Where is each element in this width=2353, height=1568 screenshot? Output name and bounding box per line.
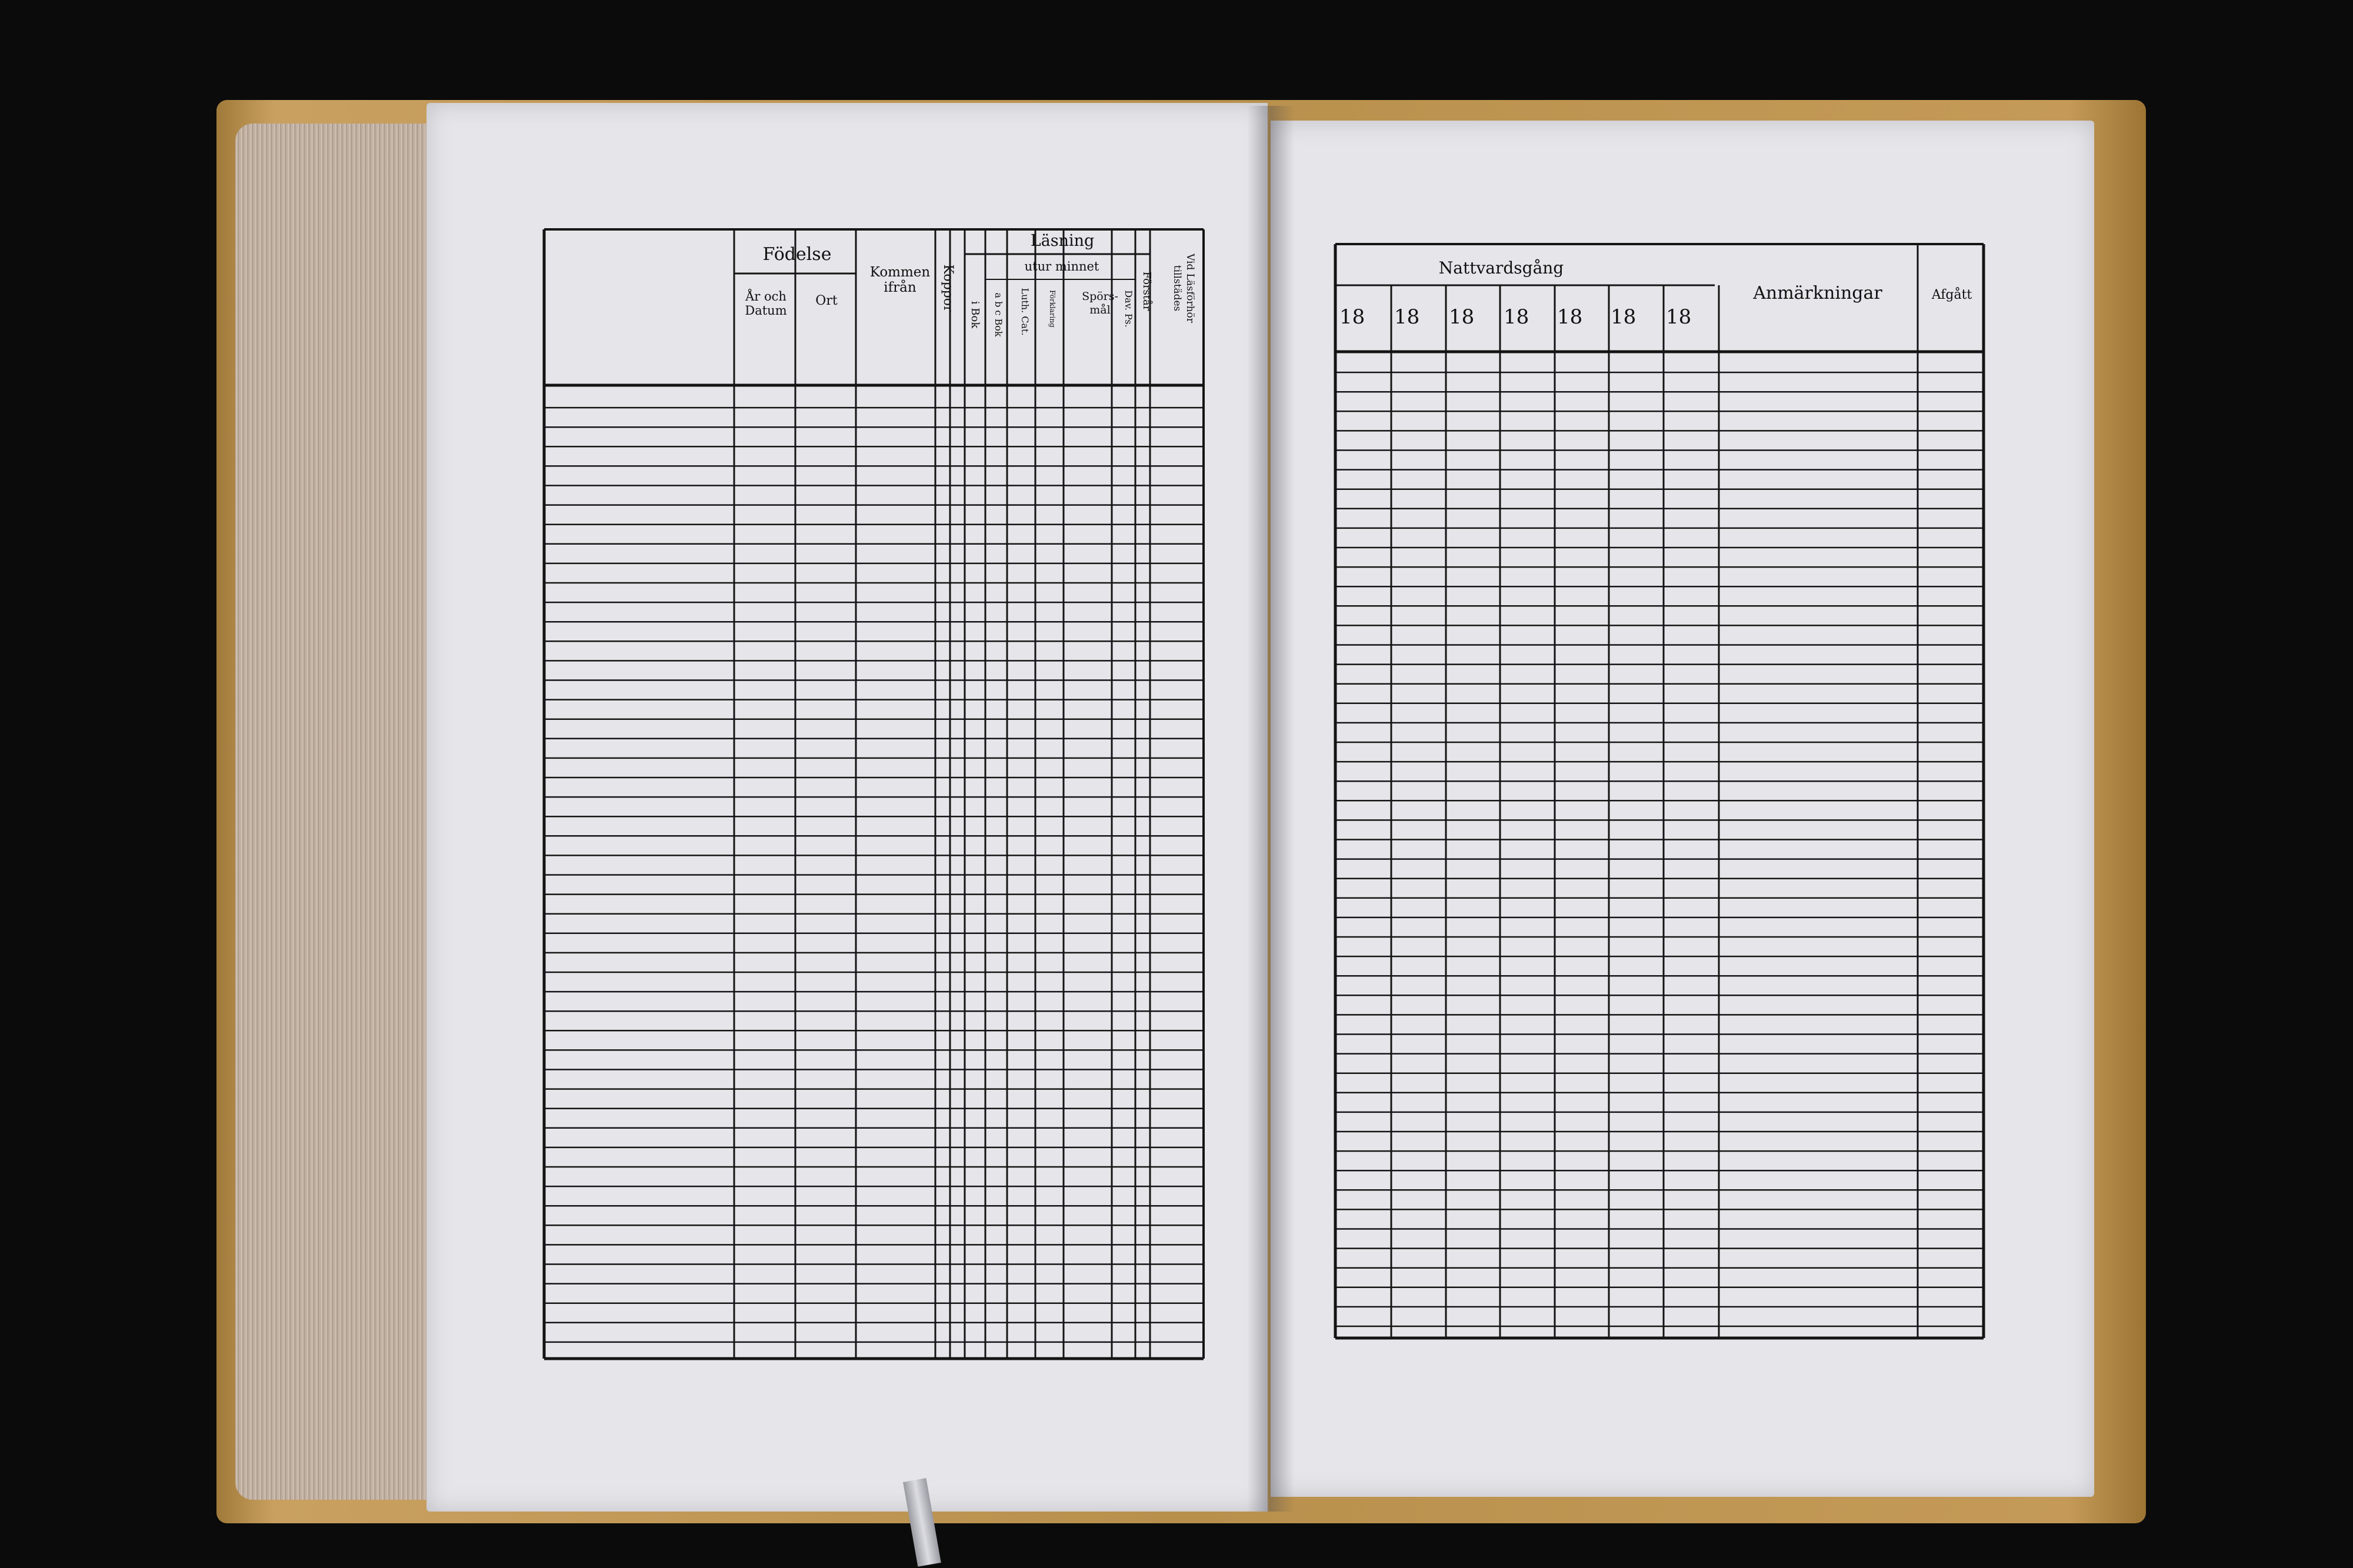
header-ifran: ifrån (884, 280, 916, 295)
header-nattvardsgang: Nattvardsgång (1438, 258, 1564, 278)
header-lasning: Läsning (1030, 232, 1095, 250)
header-dav-ps: Dav. Ps. (1123, 290, 1134, 328)
header-afgatt: Afgått (1931, 288, 1972, 302)
header-kommen: Kommen (869, 265, 931, 280)
header-datum: Datum (745, 303, 787, 318)
header-year-7: 18 (1666, 305, 1692, 329)
header-year-2: 18 (1394, 305, 1420, 329)
header-year-4: 18 (1504, 305, 1529, 329)
header-forstar: Förstår (1141, 271, 1153, 311)
header-sporsmal-2: mål (1089, 303, 1111, 316)
header-vid-lasforhor-1: Vid Läsförhör (1184, 253, 1196, 323)
header-forklaring: Förklaring (1048, 290, 1056, 328)
right-ledger-table (1335, 244, 1984, 1338)
header-luth-cat: Luth. Cat. (1019, 288, 1031, 336)
header-ort: Ort (815, 293, 838, 308)
header-year-1: 18 (1339, 305, 1365, 329)
header-fodelse: Födelse (762, 244, 832, 265)
header-i-bok: i Bok (969, 301, 981, 329)
header-vid-lasforhor-2: tillstädes (1171, 265, 1183, 312)
header-anmarkningar: Anmärkningar (1753, 283, 1882, 303)
header-utur-minnet: utur minnet (1024, 259, 1099, 273)
header-koppor: Koppor (941, 264, 955, 312)
header-ar-och: År och (745, 289, 786, 303)
header-year-5: 18 (1557, 305, 1583, 329)
header-abc-bok: a b c Bok (993, 292, 1004, 337)
header-sporsmal-1: Spörs- (1082, 290, 1118, 303)
header-year-6: 18 (1611, 305, 1637, 329)
left-ledger-table (544, 229, 1204, 1359)
header-year-3: 18 (1449, 305, 1475, 329)
